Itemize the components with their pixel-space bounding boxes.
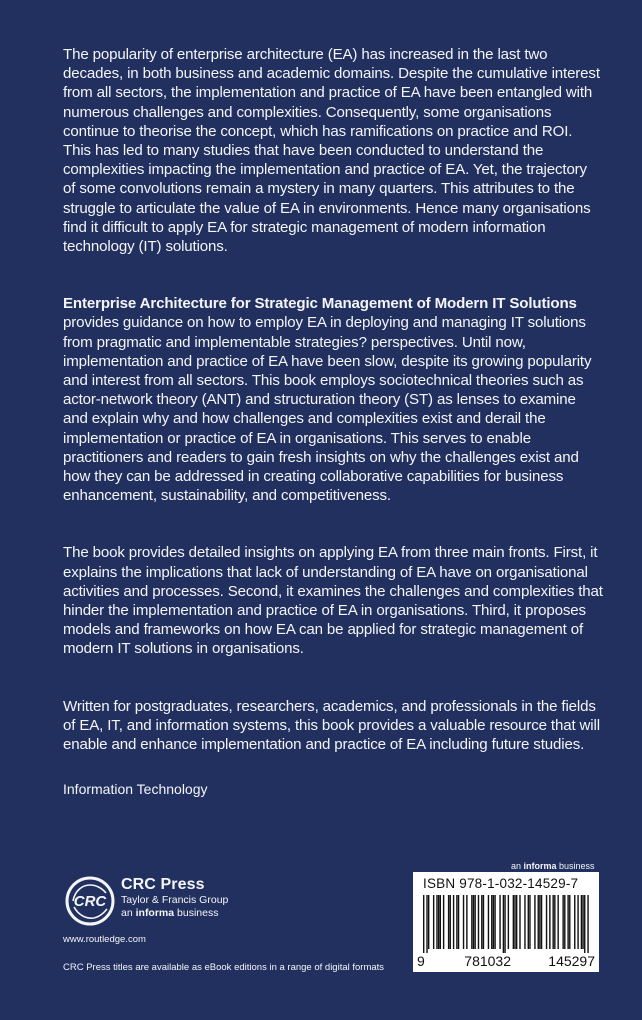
barcode-bar xyxy=(440,895,441,949)
barcode-bar xyxy=(428,895,429,949)
informa-word: informa xyxy=(523,861,557,871)
subject-category: Information Technology xyxy=(63,781,208,797)
barcode-bar xyxy=(539,895,540,949)
barcode-bar xyxy=(514,895,515,949)
barcode-bar xyxy=(493,895,494,949)
publisher-informa-line xyxy=(121,907,228,920)
barcode-bar xyxy=(458,895,459,949)
barcode-bar xyxy=(564,895,565,949)
isbn-label: ISBN 978-1-032-14529-7 xyxy=(423,876,579,891)
barcode-bar xyxy=(524,895,525,949)
isbn-barcode-box xyxy=(413,872,599,972)
barcode-bar xyxy=(483,895,484,949)
description-paragraph-3: The book provides detailed insights on applying EA from three main fronts. First, it explains the implications that lack of understanding of EA have on organisational activities and processes. Second, it examines the challenges and complexities that hinder the implementation and practice of EA in organisations. Third, it proposes models and frameworks on how EA can be applied for strategic management of modern IT solutions in organisations. xyxy=(63,544,603,658)
barcode-bar xyxy=(562,895,563,949)
barcode-bar xyxy=(569,895,570,949)
barcode-bar xyxy=(433,895,434,949)
description-paragraph-4: Written for postgraduates, researchers, academics, and professionals in the fields of EA, IT, and information systems, this book provides a valuable resource that will enable and enhance implementation and practice of EA including future studies. xyxy=(63,697,600,754)
barcode-bar xyxy=(473,895,474,949)
barcode-bar xyxy=(494,895,495,949)
barcode-bar xyxy=(529,895,530,949)
barcode-bar xyxy=(587,895,588,953)
crc-logo-icon xyxy=(65,876,115,926)
barcode-bar xyxy=(516,895,517,949)
barcode-bar xyxy=(466,895,467,949)
informa-prefix: an xyxy=(511,861,524,871)
description-paragraph-2-body: provides guidance on how to employ EA in deploying and managing IT solutions from pragmatic and implementable strategies? perspectives. Until now, implementation and practice of EA have been slow, despite its growing popularity and interest from all sectors. This book employs sociotechnical theories such as actor-network theory (ANT) and structuration theory (ST) as lenses to examine and explain why and how challenges and complexities exist and derail the implementation or practice of EA in organisations. This serves to enable practitioners and readers to gain fresh insights on why the challenges exist and how they can be addressed in creating collaborative capabilities for business enhancement, sustainability, and competitiveness. xyxy=(63,314,592,505)
barcode-bar xyxy=(463,895,464,949)
barcode-bar xyxy=(438,895,439,949)
publisher-group: Taylor & Francis Group xyxy=(121,894,229,906)
barcode-bar xyxy=(574,895,575,949)
barcode-bar xyxy=(557,895,558,949)
barcode-bar xyxy=(426,895,427,953)
informa-business-label xyxy=(511,861,595,872)
barcode-bar xyxy=(584,895,585,953)
barcode-bar xyxy=(504,895,505,953)
barcode-bar xyxy=(474,895,475,949)
barcode-bar xyxy=(450,895,451,949)
barcode-digits xyxy=(417,954,595,968)
book-title-inline: Enterprise Architecture for Strategic Management of Modern IT Solutions xyxy=(63,295,577,313)
description-paragraph-2 xyxy=(63,294,603,505)
crc-logo-text: CRC xyxy=(73,893,107,910)
barcode-bar xyxy=(541,895,542,949)
barcode-bar xyxy=(471,895,472,949)
publisher-name: CRC Press xyxy=(121,876,205,893)
barcode-bar xyxy=(456,895,457,949)
barcode-digit-group-2: 145297 xyxy=(548,953,595,969)
barcode-bar xyxy=(491,895,492,949)
barcode-digit-group-1: 781032 xyxy=(464,953,511,969)
barcode-bar xyxy=(538,895,539,949)
barcode-bar xyxy=(499,895,500,949)
barcode-bar xyxy=(546,895,547,949)
description-paragraph-1: The popularity of enterprise architecture (EA) has increased in the last two decades, in both business and academic domains. Despite the cumulative interest from all sectors, the implementation and practice of EA have been entangled with numerous challenges and complexities. Consequently, some organisations continue to theorise the concept, which has ramifications on practice and ROI. This has led to many studies that have been conducted to understand the complexities impacting the implementation and practice of EA. Yet, the trajectory of some convolutions remain a mystery in many quarters. This attributes to the struggle to articulate the value of EA in environments. Hence many organisations find it difficult to apply EA for strategic management of modern information technology (IT) solutions. xyxy=(63,46,600,256)
barcode-bar xyxy=(552,895,553,949)
barcode-bar xyxy=(519,895,520,949)
barcode-bar xyxy=(448,895,449,949)
barcode-bar xyxy=(488,895,489,949)
barcode-bar xyxy=(453,895,454,949)
publisher-website: www.routledge.com xyxy=(63,934,146,945)
barcode-bar xyxy=(577,895,578,949)
barcode-first-digit: 9 xyxy=(417,953,425,969)
back-cover-copy xyxy=(63,45,603,792)
ebook-note: CRC Press titles are available as eBook editions in a range of digital formats xyxy=(63,962,385,973)
barcode-icon xyxy=(423,895,589,953)
barcode-bar xyxy=(528,895,529,949)
barcode-bar xyxy=(423,895,424,953)
barcode-bar xyxy=(567,895,568,949)
barcode-bar xyxy=(443,895,444,949)
barcode-bar xyxy=(549,895,550,949)
barcode-bar xyxy=(581,895,582,949)
publisher-informa-word: informa xyxy=(135,907,175,919)
barcode-bar xyxy=(513,895,514,949)
barcode-bar xyxy=(554,895,555,949)
barcode-bar xyxy=(478,895,479,949)
barcode-bar xyxy=(436,895,437,949)
barcode-bar xyxy=(503,895,504,953)
barcode-bar xyxy=(582,895,583,949)
barcode-bar xyxy=(534,895,535,949)
barcode-bar xyxy=(481,895,482,949)
informa-suffix: business xyxy=(556,861,595,871)
publisher-block xyxy=(121,876,228,920)
publisher-informa-prefix: an xyxy=(121,907,136,919)
barcode-bar xyxy=(508,895,509,949)
publisher-informa-suffix: business xyxy=(174,907,219,919)
